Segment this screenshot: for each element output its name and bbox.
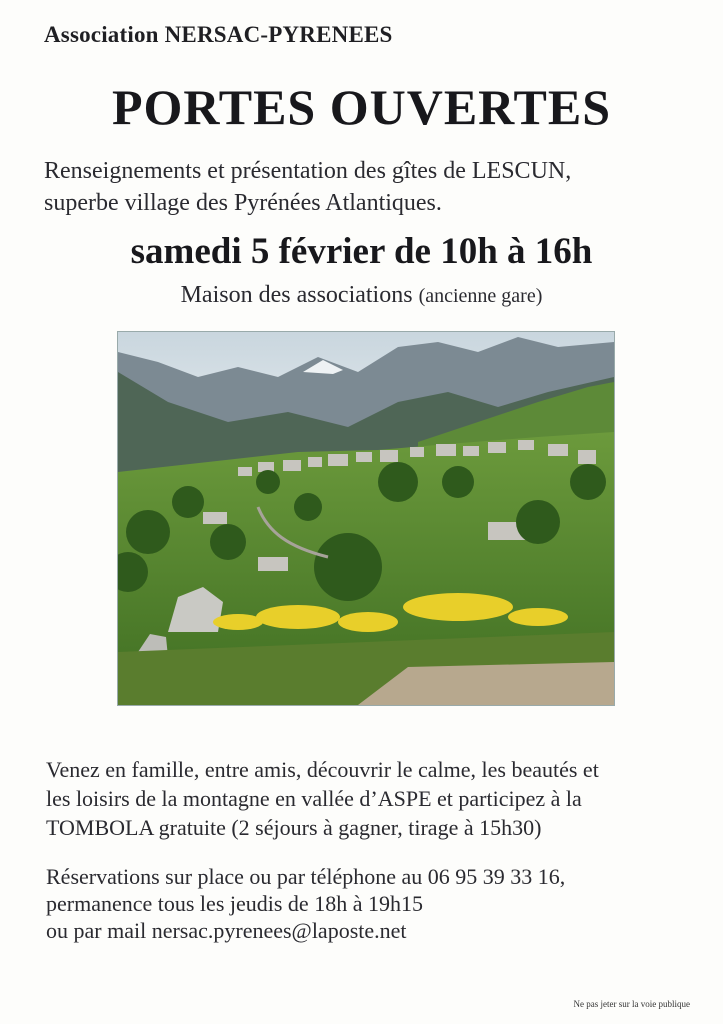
contact-line-2: permanence tous les jeudis de 18h à 19h15 [46,891,423,916]
intro-line-1: Renseignements et présentation des gîtes de LESCUN, [44,158,572,184]
poster-title: PORTES OUVERTES [111,79,612,135]
village-photo [117,331,615,706]
description-line-3: TOMBOLA gratuite (2 séjours à gagner, tirage à 15h30) [46,815,542,840]
intro-line-2: superbe village des Pyrénées Atlantiques. [44,190,442,216]
description-text [46,755,696,842]
footer-notice: Ne pas jeter sur la voie publique [573,999,690,1009]
intro-text [44,155,694,219]
venue-name: Maison des associations [180,282,413,308]
contact-line-1: Réservations sur place ou par téléphone au 06 95 39 33 16, [46,864,566,889]
association-name: Association NERSAC-PYRENEES [44,22,393,47]
description-line-2: les loisirs de la montagne en vallée d’ASPE et participez à la [46,786,582,811]
event-venue [0,282,723,309]
contact-line-3: ou par mail nersac.pyrenees@laposte.net [46,918,407,943]
event-date: samedi 5 février de 10h à 16h [130,231,593,272]
description-line-1: Venez en famille, entre amis, découvrir le calme, les beautés et [46,757,599,782]
venue-note: (ancienne gare) [418,285,543,307]
contact-info [46,863,696,944]
